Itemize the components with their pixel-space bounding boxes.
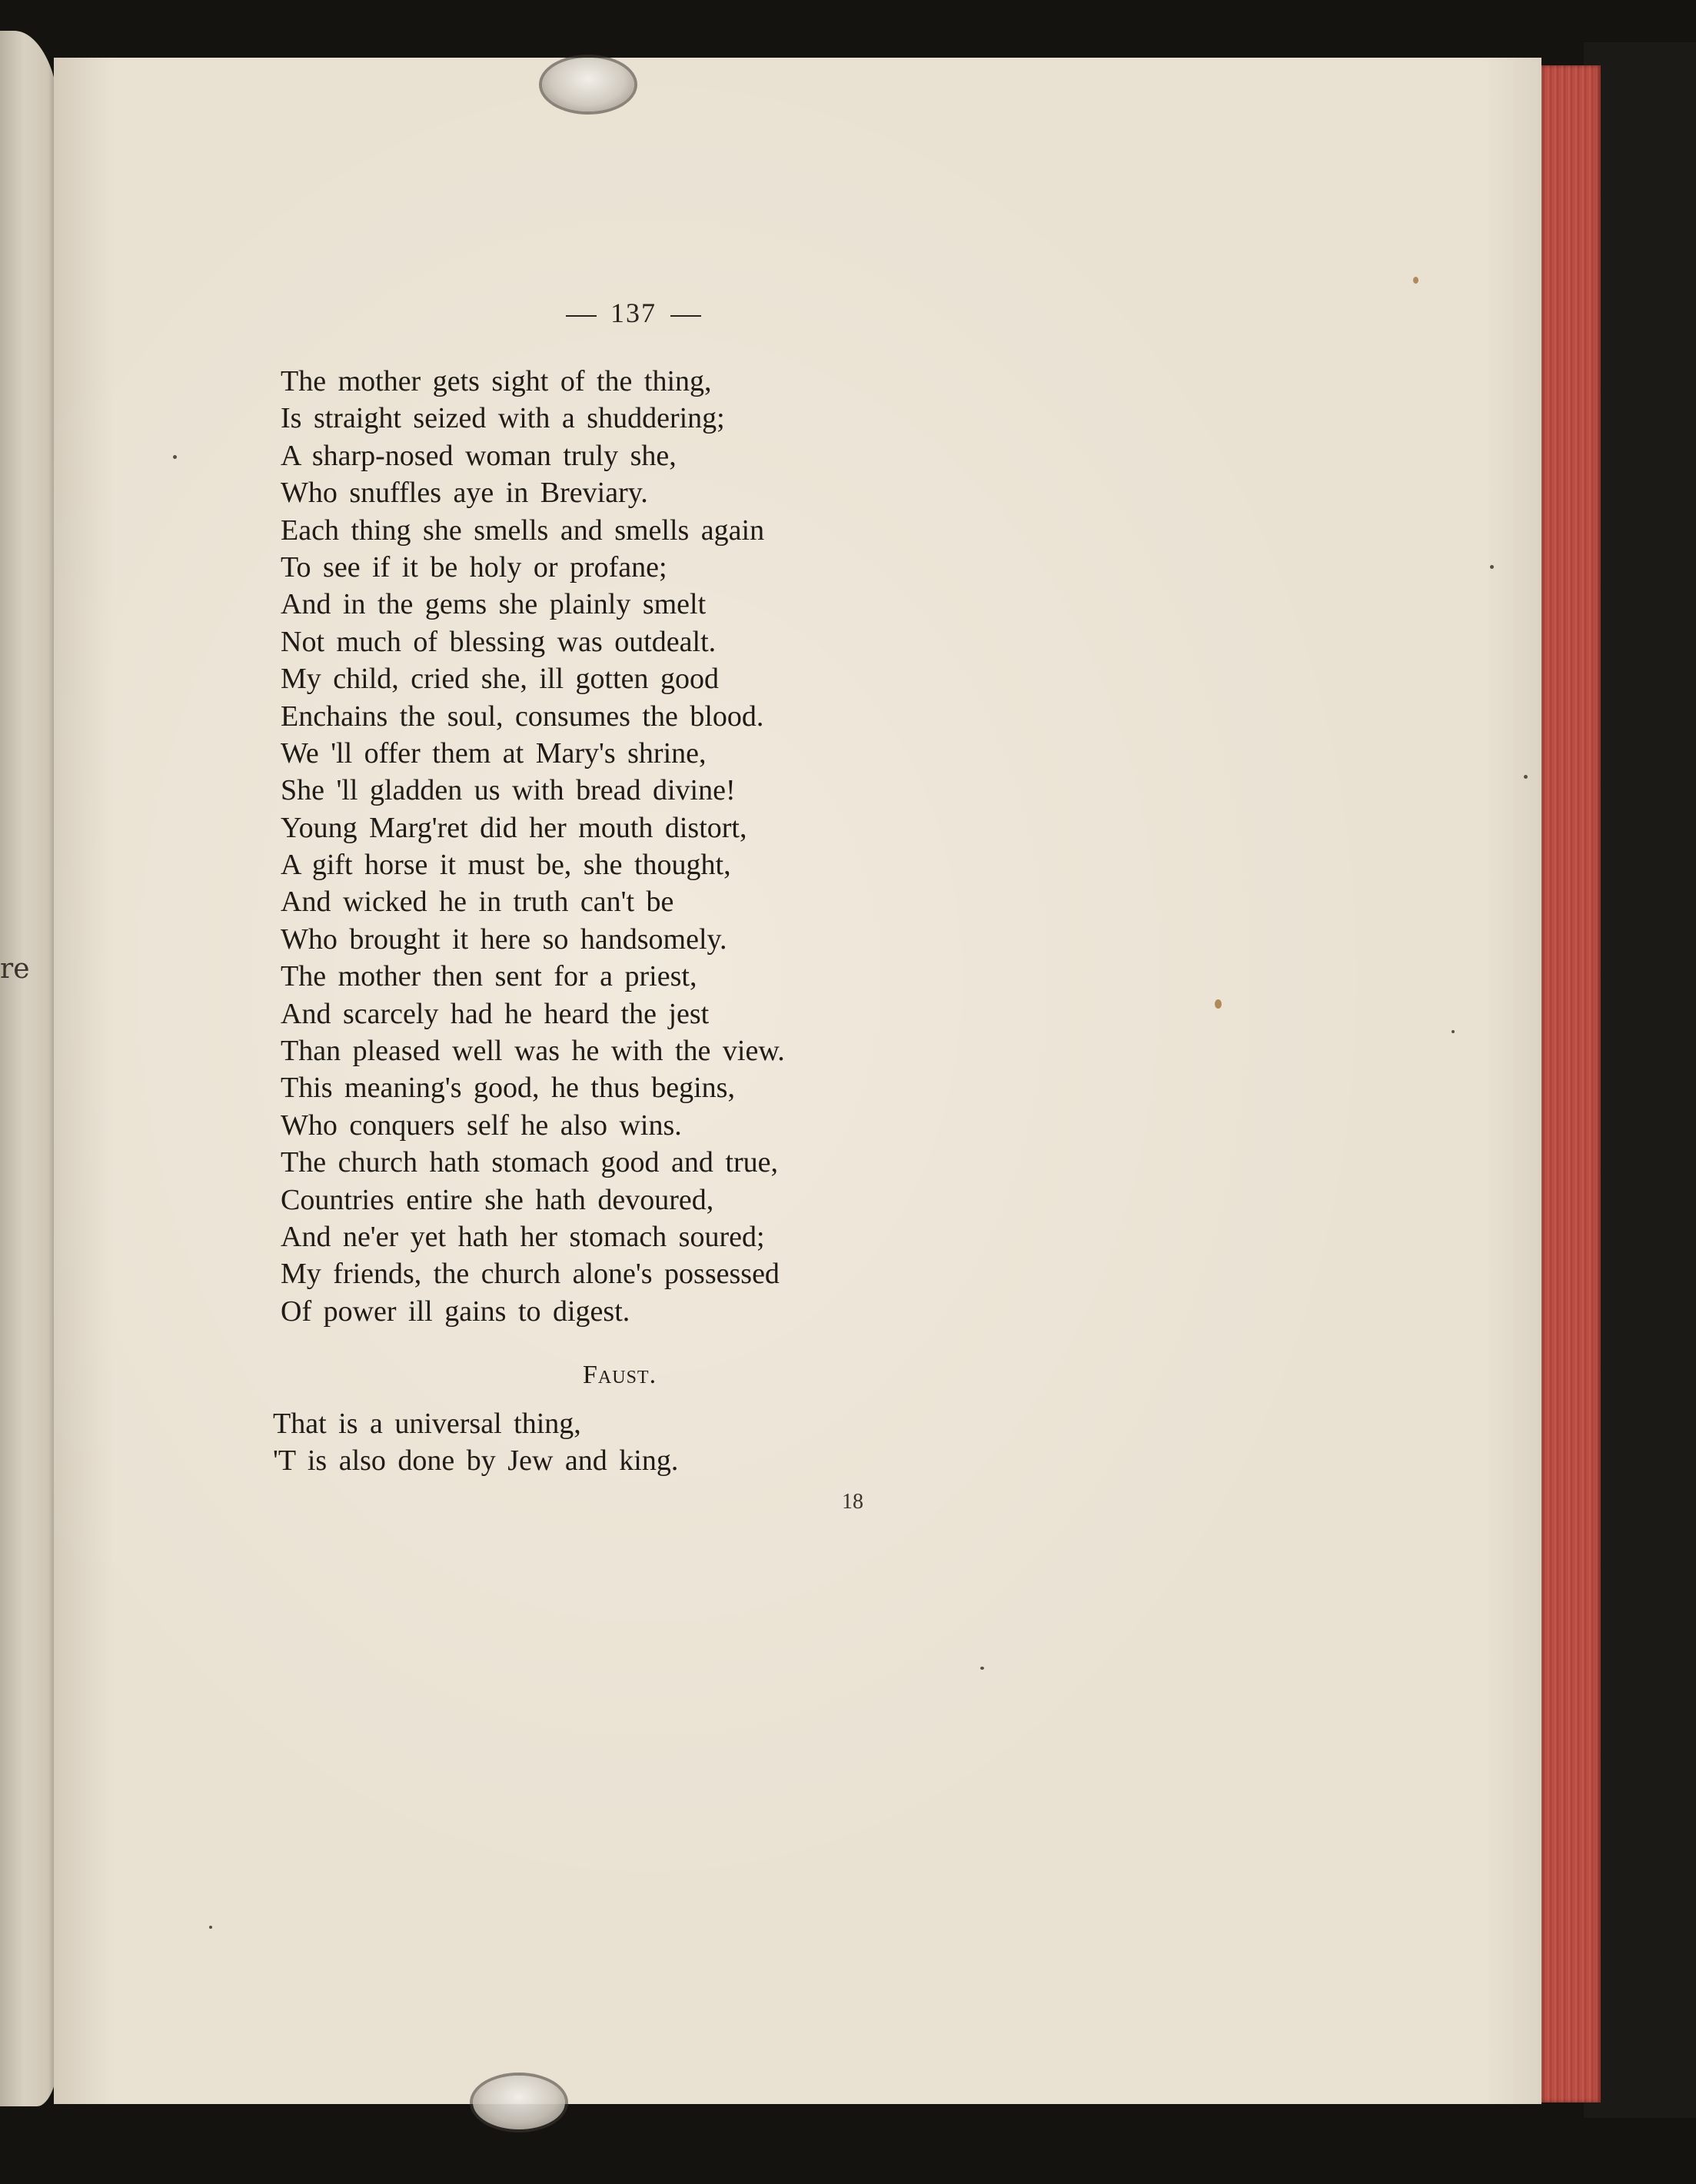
- poem-line: The mother gets sight of the thing,: [281, 365, 712, 397]
- paper-speck: [1490, 565, 1494, 569]
- poem-line: Who conquers self he also wins.: [281, 1109, 682, 1142]
- signature-mark: 18: [842, 1490, 863, 1514]
- previous-page-text-fragment: re: [0, 953, 30, 985]
- poem-line: A sharp-nosed woman truly she,: [281, 439, 677, 472]
- paper-stain: [1215, 999, 1222, 1009]
- poem-line: She 'll gladden us with bread divine!: [281, 774, 736, 807]
- speaker-name: Faust.: [583, 1361, 657, 1389]
- poem-line: Countries entire she hath devoured,: [281, 1183, 714, 1216]
- dash-left: [566, 315, 597, 317]
- poem-line: We 'll offer them at Mary's shrine,: [281, 736, 707, 770]
- poem-line: And ne'er yet hath her stomach soured;: [281, 1220, 765, 1253]
- paper-speck: [173, 455, 177, 459]
- poem-text: [281, 363, 785, 1330]
- poem-line: To see if it be holy or profane;: [281, 550, 667, 583]
- poem-line: Than pleased well was he with the view.: [281, 1035, 785, 1068]
- paper-speck: [209, 1926, 212, 1929]
- page-header: [552, 297, 715, 329]
- paper-speck: [980, 1667, 984, 1670]
- poem-line: Is straight seized with a shuddering;: [281, 402, 725, 435]
- poem-line: And scarcely had he heard the jest: [281, 997, 710, 1030]
- poem-line: Of power ill gains to digest.: [281, 1295, 630, 1328]
- poem-line: Young Marg'ret did her mouth distort,: [281, 811, 747, 844]
- poem-line: The church hath stomach good and true,: [281, 1146, 778, 1179]
- poem-line: Who brought it here so handsomely.: [281, 922, 727, 956]
- paper-speck: [1524, 775, 1528, 779]
- poem-line: Who snuffles aye in Breviary.: [281, 477, 648, 510]
- poem-line: Not much of blessing was outdealt.: [281, 625, 717, 658]
- poem-line: My friends, the church alone's possessed: [281, 1258, 780, 1291]
- poem-line: A gift horse it must be, she thought,: [281, 849, 731, 882]
- poem-line: And in the gems she plainly smelt: [281, 588, 707, 621]
- previous-page-edge: [0, 31, 60, 2106]
- page-clip-bottom: [473, 2076, 565, 2129]
- page-number: 137: [610, 298, 657, 328]
- poem-line: Each thing she smells and smells again: [281, 514, 765, 547]
- reply-line: 'T is also done by Jew and king.: [273, 1444, 679, 1478]
- poem-line: My child, cried she, ill gotten good: [281, 663, 720, 696]
- poem-line: Enchains the soul, consumes the blood.: [281, 700, 764, 733]
- red-page-edges: [1539, 65, 1601, 2103]
- poem-line: The mother then sent for a priest,: [281, 960, 697, 993]
- reply-text: [273, 1405, 678, 1480]
- paper-speck: [1452, 1030, 1455, 1033]
- dash-right: [670, 315, 701, 317]
- poem-line: And wicked he in truth can't be: [281, 886, 674, 919]
- reply-line: That is a universal thing,: [273, 1408, 581, 1440]
- book-page: [54, 58, 1541, 2104]
- page-clip-top: [542, 58, 634, 111]
- poem-line: This meaning's good, he thus begins,: [281, 1072, 735, 1105]
- paper-stain: [1413, 277, 1418, 284]
